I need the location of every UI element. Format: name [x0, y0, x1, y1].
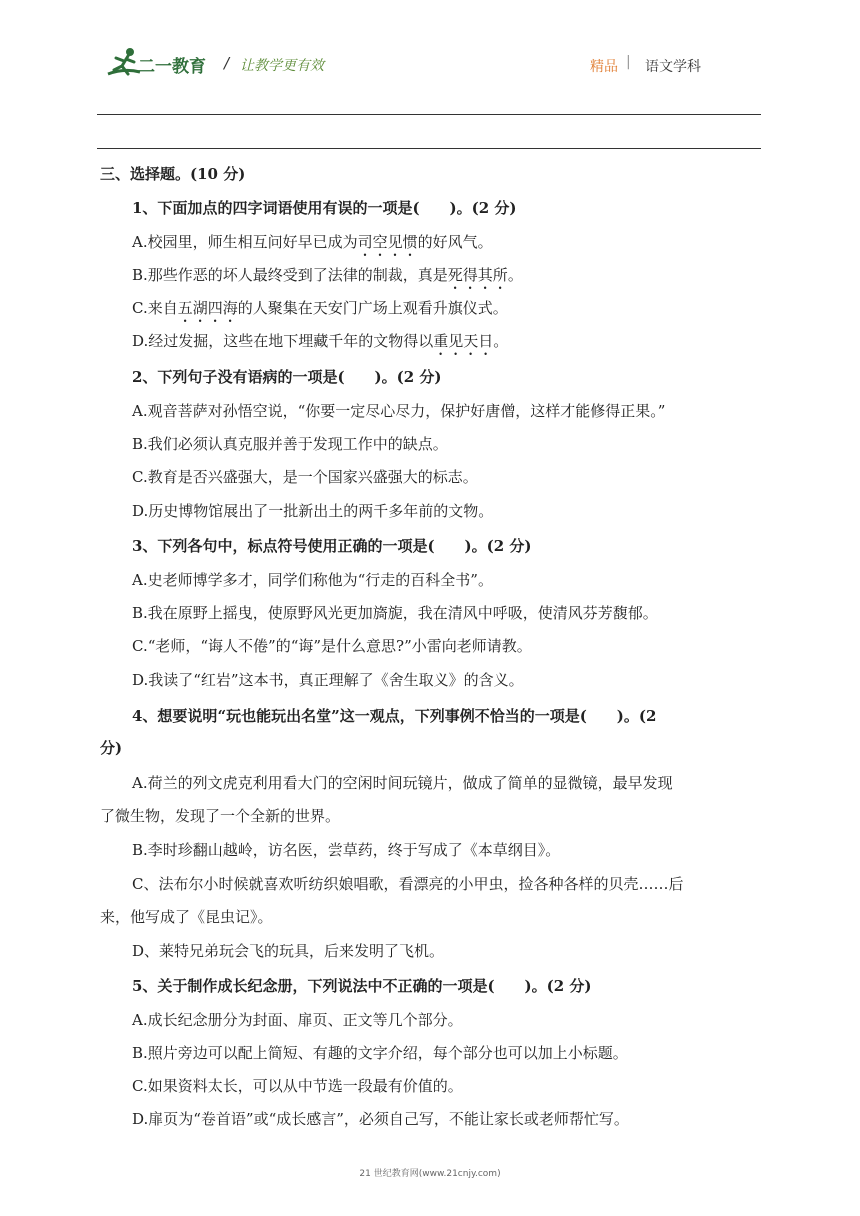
logo-slash: / [224, 54, 230, 72]
page-header [0, 0, 860, 120]
question-1-option-c: C.来自五湖四海的人聚集在天安门广场上观看升旗仪式。 [132, 299, 508, 317]
question-1-option-a: A.校园里，师生相互问好早已成为司空见惯的好风气。 [132, 233, 493, 251]
question-2-option-d: D.历史博物馆展出了一批新出土的两千多年前的文物。 [132, 502, 494, 520]
question-4-option-b: B.李时珍翻山越岭，访名医，尝草药，终于写成了《本草纲目》。 [132, 841, 561, 859]
question-2-option-b: B.我们必须认真克服并善于发现工作中的缺点。 [132, 435, 448, 453]
page-footer: 21 世纪教育网(www.21cnjy.com) [359, 1169, 501, 1179]
question-2-option-c: C.教育是否兴盛强大，是一个国家兴盛强大的标志。 [132, 468, 478, 486]
dotted-phrase: 死得其所 [447, 266, 508, 284]
question-1-option-b: B.那些作恶的坏人最终受到了法律的制裁，真是死得其所。 [132, 266, 523, 284]
dotted-phrase: 重见天日 [433, 332, 494, 350]
slogan: 让教学更有效 [240, 58, 324, 74]
question-2-option-a: A.观音菩萨对孙悟空说，“你要一定尽心尽力，保护好唐僧，这样才能修得正果。” [132, 402, 666, 420]
question-3-option-d: D.我读了“红岩”这本书，真正理解了《舍生取义》的含义。 [132, 671, 524, 689]
question-3-stem: 3、下列各句中，标点符号使用正确的一项是( )。(2 分) [132, 537, 532, 555]
subject-label: 语文学科 [645, 59, 701, 75]
question-3-option-a: A.史老师博学多才，同学们称他为“行走的百科全书”。 [132, 571, 493, 589]
question-2-stem: 2、下列句子没有语病的一项是( )。(2 分) [132, 368, 442, 386]
header-separator: | [626, 54, 631, 70]
question-5-option-d: D.扉页为“卷首语”或“成长感言”，必须自己写，不能让家长或老师帮忙写。 [132, 1110, 629, 1128]
question-5-option-c: C.如果资料太长，可以从中节选一段最有价值的。 [132, 1077, 463, 1095]
header-rule-bottom [97, 148, 761, 149]
question-5-option-a: A.成长纪念册分为封面、扉页、正文等几个部分。 [132, 1011, 463, 1029]
question-1-option-d: D.经过发掘，这些在地下埋藏千年的文物得以重见天日。 [132, 332, 509, 350]
question-4-option-a-cont: 了微生物，发现了一个全新的世界。 [100, 807, 341, 825]
section-title: 三、选择题。(10 分) [100, 165, 246, 183]
dotted-phrase: 司空见惯 [357, 233, 418, 251]
question-4-option-a: A.荷兰的列文虎克利用看大门的空闲时间玩镜片，做成了简单的显微镜，最早发现 [132, 774, 673, 792]
question-5-option-b: B.照片旁边可以配上简短、有趣的文字介绍，每个部分也可以加上小标题。 [132, 1044, 628, 1062]
question-4-option-c: C、法布尔小时候就喜欢听纺织娘唱歌，看漂亮的小甲虫，捡各种各样的贝壳……后 [132, 875, 684, 893]
header-rule-top [97, 114, 761, 115]
question-5-stem: 5、关于制作成长纪念册，下列说法中不正确的一项是( )。(2 分) [132, 977, 592, 995]
question-4-option-d: D、莱特兄弟玩会飞的玩具，后来发明了飞机。 [132, 942, 445, 960]
question-4-stem: 4、想要说明“玩也能玩出名堂”这一观点，下列事例不恰当的一项是( )。(2 [132, 707, 657, 725]
question-3-option-c: C.“老师，“诲人不倦”的“诲”是什么意思?”小雷向老师请教。 [132, 637, 532, 655]
question-3-option-b: B.我在原野上摇曳，使原野风光更加旖旎，我在清风中呼吸，使清风芬芳馥郁。 [132, 604, 658, 622]
logo-text: 二一教育 [138, 57, 206, 77]
question-4-option-c-cont: 来，他写成了《昆虫记》。 [100, 908, 273, 926]
question-1-stem: 1、下面加点的四字词语使用有误的一项是( )。(2 分) [132, 199, 517, 217]
quality-badge: 精品 [590, 59, 618, 75]
dotted-phrase: 五湖四海 [177, 299, 238, 317]
question-4-stem-cont: 分) [100, 739, 123, 757]
